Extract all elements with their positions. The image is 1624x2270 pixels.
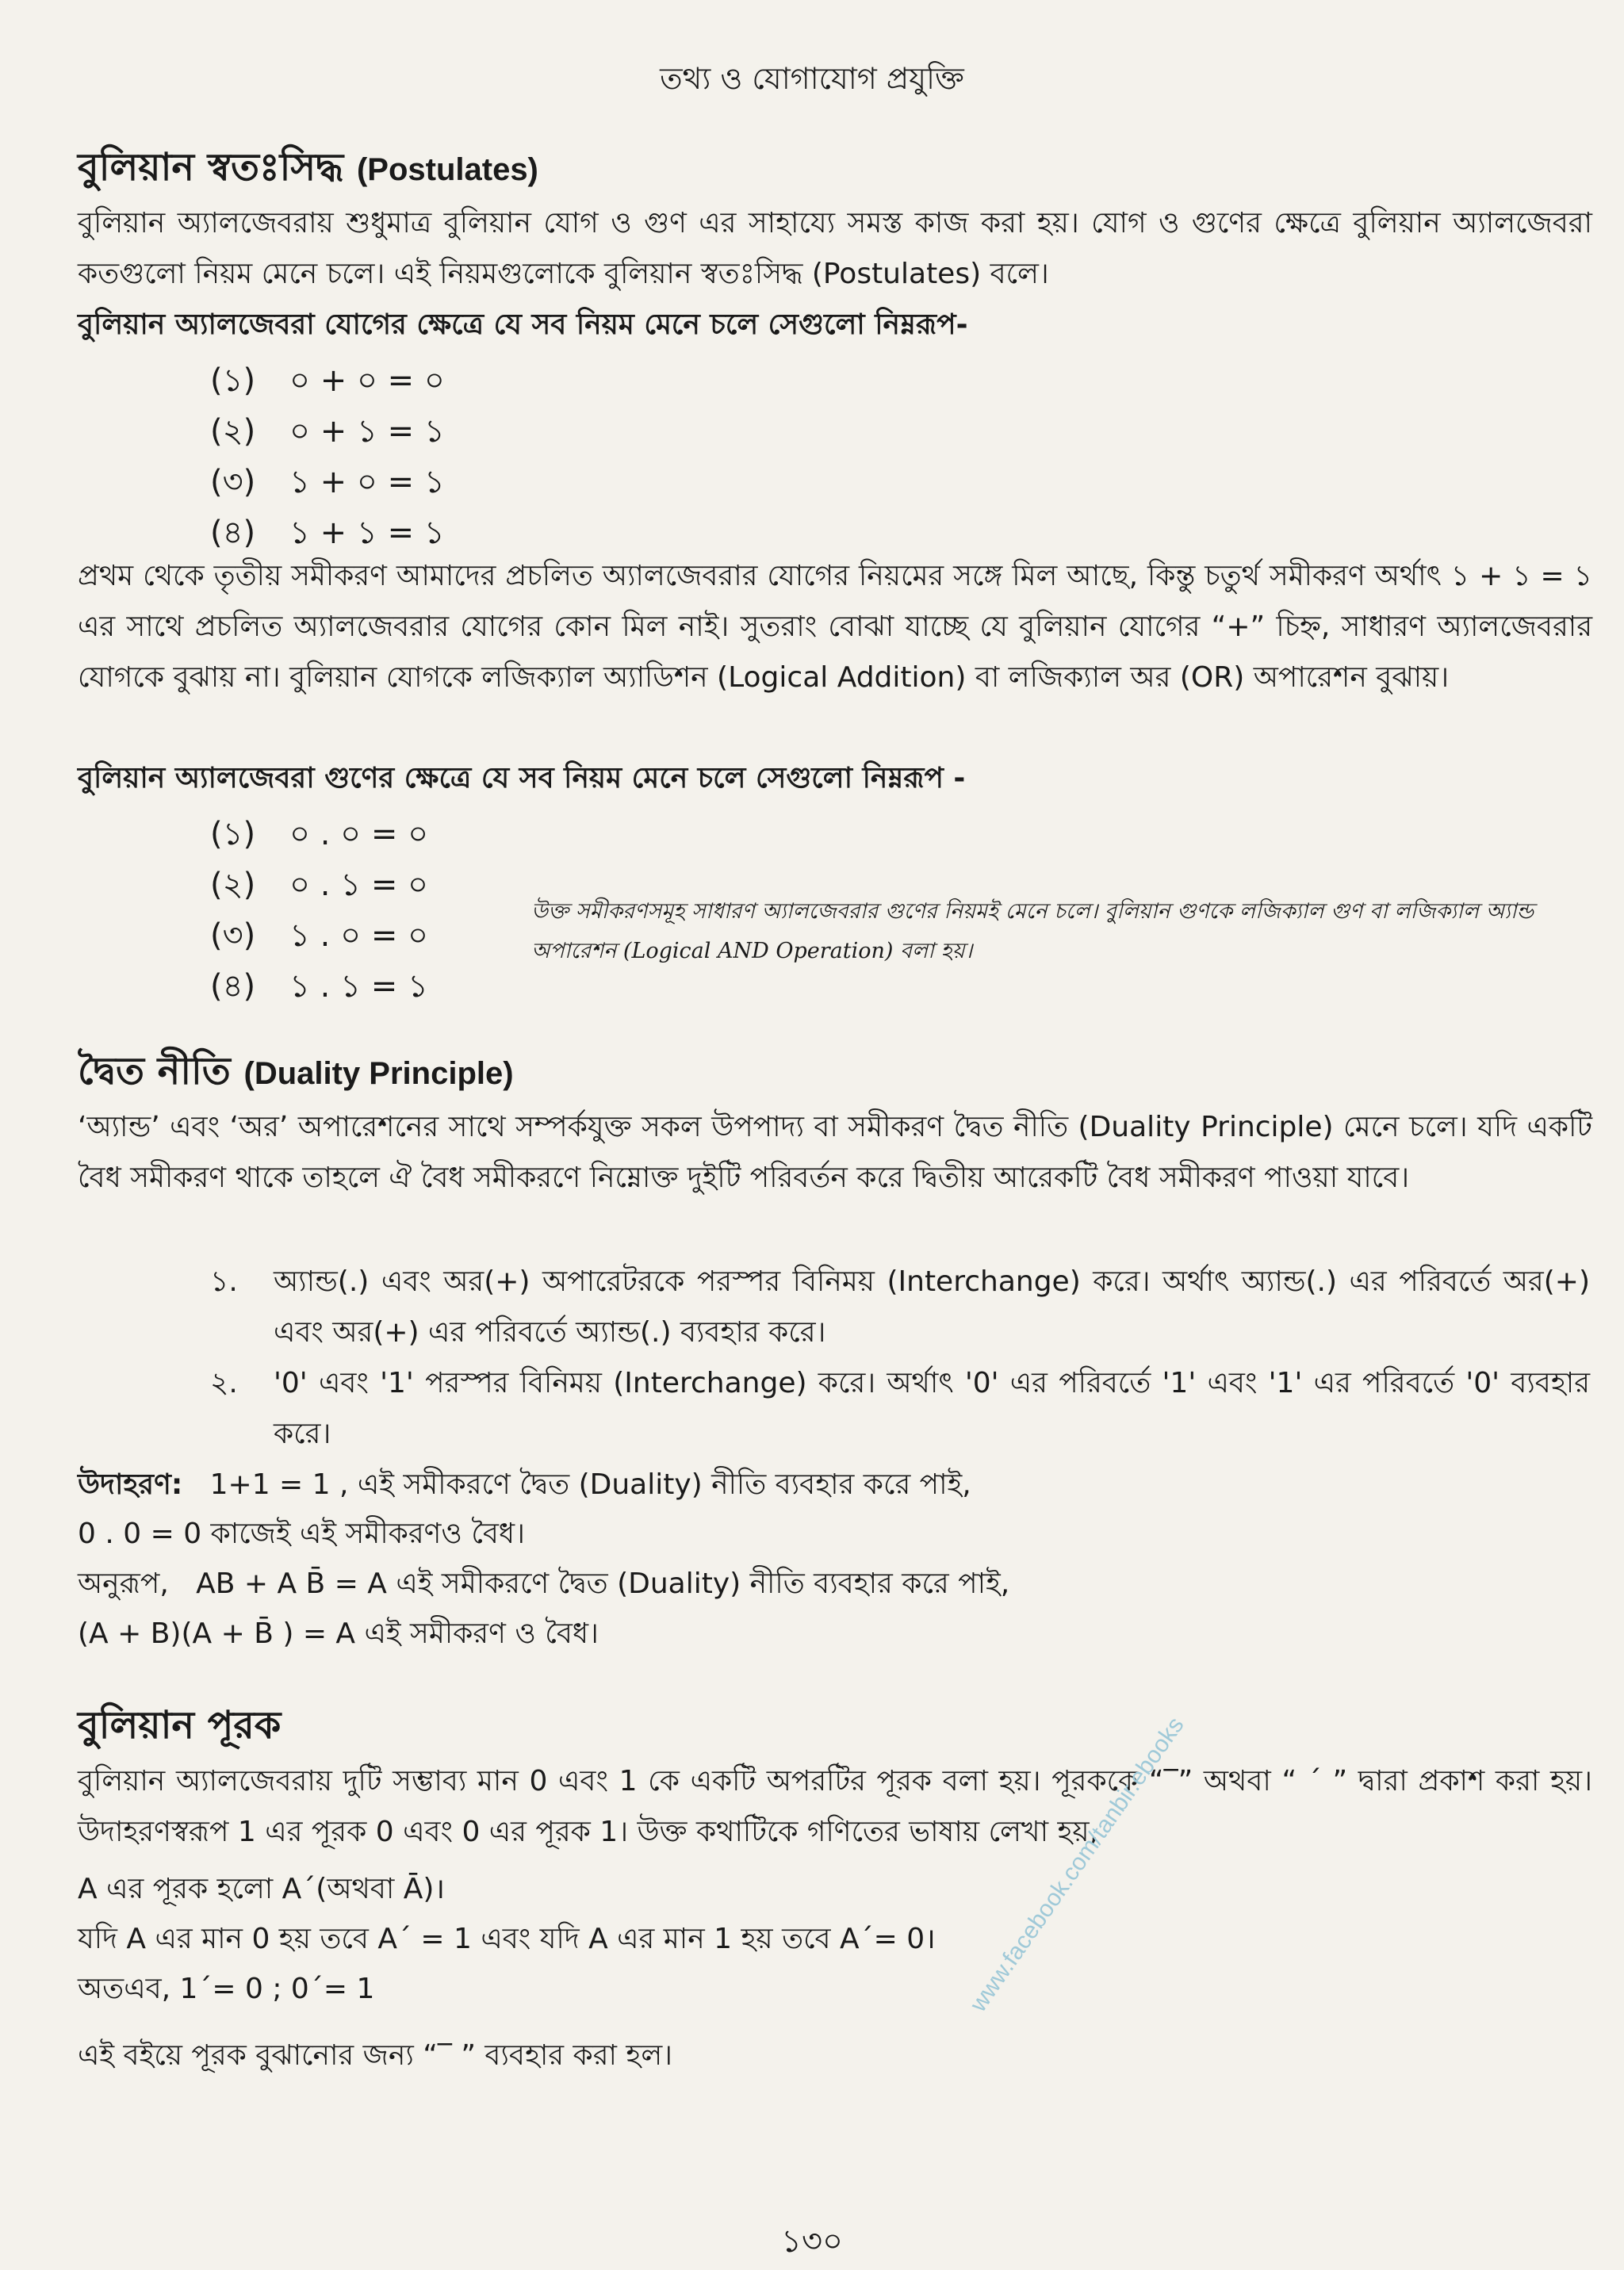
multiplication-rule: (৪) ১ . ১ = ১	[210, 968, 428, 1005]
complement-definition: বুলিয়ান অ্যালজেবরায় দুটি সম্ভাব্য মান 0 এবং 1 কে একটি অপরটির পূরক বলা হয়। পূরককে “‾” অথবা “ ´ ” দ্বারা প্রকাশ করা হয়। উদাহরণস্বরূপ 1 এর পূরক 0 এবং 0 এর পূরক 1। উক্ত কথাটিকে গণিতের ভাষায় লেখা হয়,	[78, 1765, 1592, 1848]
postulates-heading-bn: বুলিয়ান স্বতঃসিদ্ধ	[78, 145, 344, 189]
duality-example-1: উদাহরণ: 1+1 = 1 , এই সমীকরণে দ্বৈত (Duality) নীতি ব্যবহার করে পাই,	[78, 1468, 971, 1501]
page-number: ১৩০	[781, 2223, 843, 2260]
duality-rule: ১. অ্যান্ড(.) এবং অর(+) অপারেটরকে পরস্পর বিনিময় (Interchange) করে। অর্থাৎ অ্যান্ড(.) এর পরিবর্তে অর(+) এবং অর(+) এর পরিবর্তে অ্যান্ড(.) ব্যবহার করে।	[210, 1265, 1590, 1349]
complement-heading: বুলিয়ান পূরক	[78, 1703, 282, 1747]
multiplication-rule: (১) ০ . ০ = ০	[210, 816, 429, 852]
complement-line-4: এই বইয়ে পূরক বুঝানোর জন্য “‾ ” ব্যবহার করা হল।	[78, 2039, 673, 2072]
multiplication-rule: (২) ০ . ১ = ০	[210, 867, 429, 903]
complement-line-1: A এর পূরক হলো A´(অথবা Ā)।	[78, 1873, 446, 1905]
watermark: www.facebook.com/tanbir.ebooks	[965, 1712, 1189, 2017]
running-head: তথ্য ও যোগাযোগ প্রযুক্তি	[660, 61, 964, 96]
addition-heading: বুলিয়ান অ্যালজেবরা যোগের ক্ষেত্রে যে সব নিয়ম মেনে চলে সেগুলো নিম্নরূপ-	[78, 308, 968, 341]
duality-example-2: 0 . 0 = 0 কাজেই এই সমীকরণও বৈধ।	[78, 1518, 525, 1550]
duality-example-3: অনুরূপ, AB + A B̄ = A এই সমীকরণে দ্বৈত (Duality) নীতি ব্যবহার করে পাই,	[78, 1568, 1010, 1600]
duality-heading-en: (Duality Principle)	[243, 1056, 514, 1091]
duality-intro: ‘অ্যান্ড’ এবং ‘অর’ অপারেশনের সাথে সম্পর্কযুক্ত সকল উপপাদ্য বা সমীকরণ দ্বৈত নীতি (Duality Principle) মেনে চলে। যদি একটি বৈধ সমীকরণ থাকে তাহলে ঐ বৈধ সমীকরণে নিম্নোক্ত দুইটি পরিবর্তন করে দ্বিতীয় আরেকটি বৈধ সমীকরণ পাওয়া যাবে।	[78, 1111, 1592, 1194]
multiplication-rule: (৩) ১ . ০ = ০	[210, 917, 429, 954]
duality-heading-bn: দ্বৈত নীতি	[78, 1049, 231, 1093]
addition-rule: (২) ০ + ১ = ১	[210, 413, 445, 450]
duality-example-4: (A + B)(A + B̄ ) = A এই সমীকরণ ও বৈধ।	[78, 1617, 599, 1650]
addition-rule: (১) ০ + ০ = ০	[210, 362, 445, 399]
duality-rule: ২. '0' এবং '1' পরস্পর বিনিময় (Interchange) করে। অর্থাৎ '0' এর পরিবর্তে '1' এবং '1' এর পরিবর্তে '0' ব্যবহার করে।	[210, 1367, 1590, 1450]
multiplication-note: উক্ত সমীকরণসমূহ সাধারণ অ্যালজেবরার গুণের নিয়মই মেনে চলে। বুলিয়ান গুণকে লজিক্যাল গুণ বা লজিক্যাল অ্যান্ড অপারেশন (Logical AND Operation) বলা হয়।	[531, 899, 1534, 963]
multiplication-heading: বুলিয়ান অ্যালজেবরা গুণের ক্ষেত্রে যে সব নিয়ম মেনে চলে সেগুলো নিম্নরূপ -	[78, 762, 966, 794]
postulates-intro: বুলিয়ান অ্যালজেবরায় শুধুমাত্র বুলিয়ান যোগ ও গুণ এর সাহায্যে সমস্ত কাজ করা হয়। যোগ ও গুণের ক্ষেত্রে বুলিয়ান অ্যালজেবরা কতগুলো নিয়ম মেনে চলে। এই নিয়মগুলোকে বুলিয়ান স্বতঃসিদ্ধ (Postulates) বলে।	[78, 207, 1592, 290]
postulates-heading-en: (Postulates)	[356, 152, 538, 187]
duality-heading	[78, 1043, 514, 1105]
postulates-heading	[78, 139, 538, 201]
complement-line-3: অতএব, 1´= 0 ; 0´= 1	[78, 1973, 375, 2005]
complement-line-2: যদি A এর মান 0 হয় তবে A´ = 1 এবং যদি A এর মান 1 হয় তবে A´= 0।	[78, 1923, 936, 1955]
addition-rule: (৪) ১ + ১ = ১	[210, 515, 445, 551]
addition-explanation: প্রথম থেকে তৃতীয় সমীকরণ আমাদের প্রচলিত অ্যালজেবরার যোগের নিয়মের সঙ্গে মিল আছে, কিন্তু চতুর্থ সমীকরণ অর্থাৎ ১ + ১ = ১ এর সাথে প্রচলিত অ্যালজেবরার যোগের কোন মিল নাই। সুতরাং বোঝা যাচ্ছে যে বুলিয়ান যোগের “+” চিহ্ন, সাধারণ অ্যালজেবরার যোগকে বুঝায় না। বুলিয়ান যোগকে লজিক্যাল অ্যাডিশন (Logical Addition) বা লজিক্যাল অর (OR) অপারেশন বুঝায়।	[78, 560, 1592, 694]
addition-rule: (৩) ১ + ০ = ১	[210, 464, 445, 500]
